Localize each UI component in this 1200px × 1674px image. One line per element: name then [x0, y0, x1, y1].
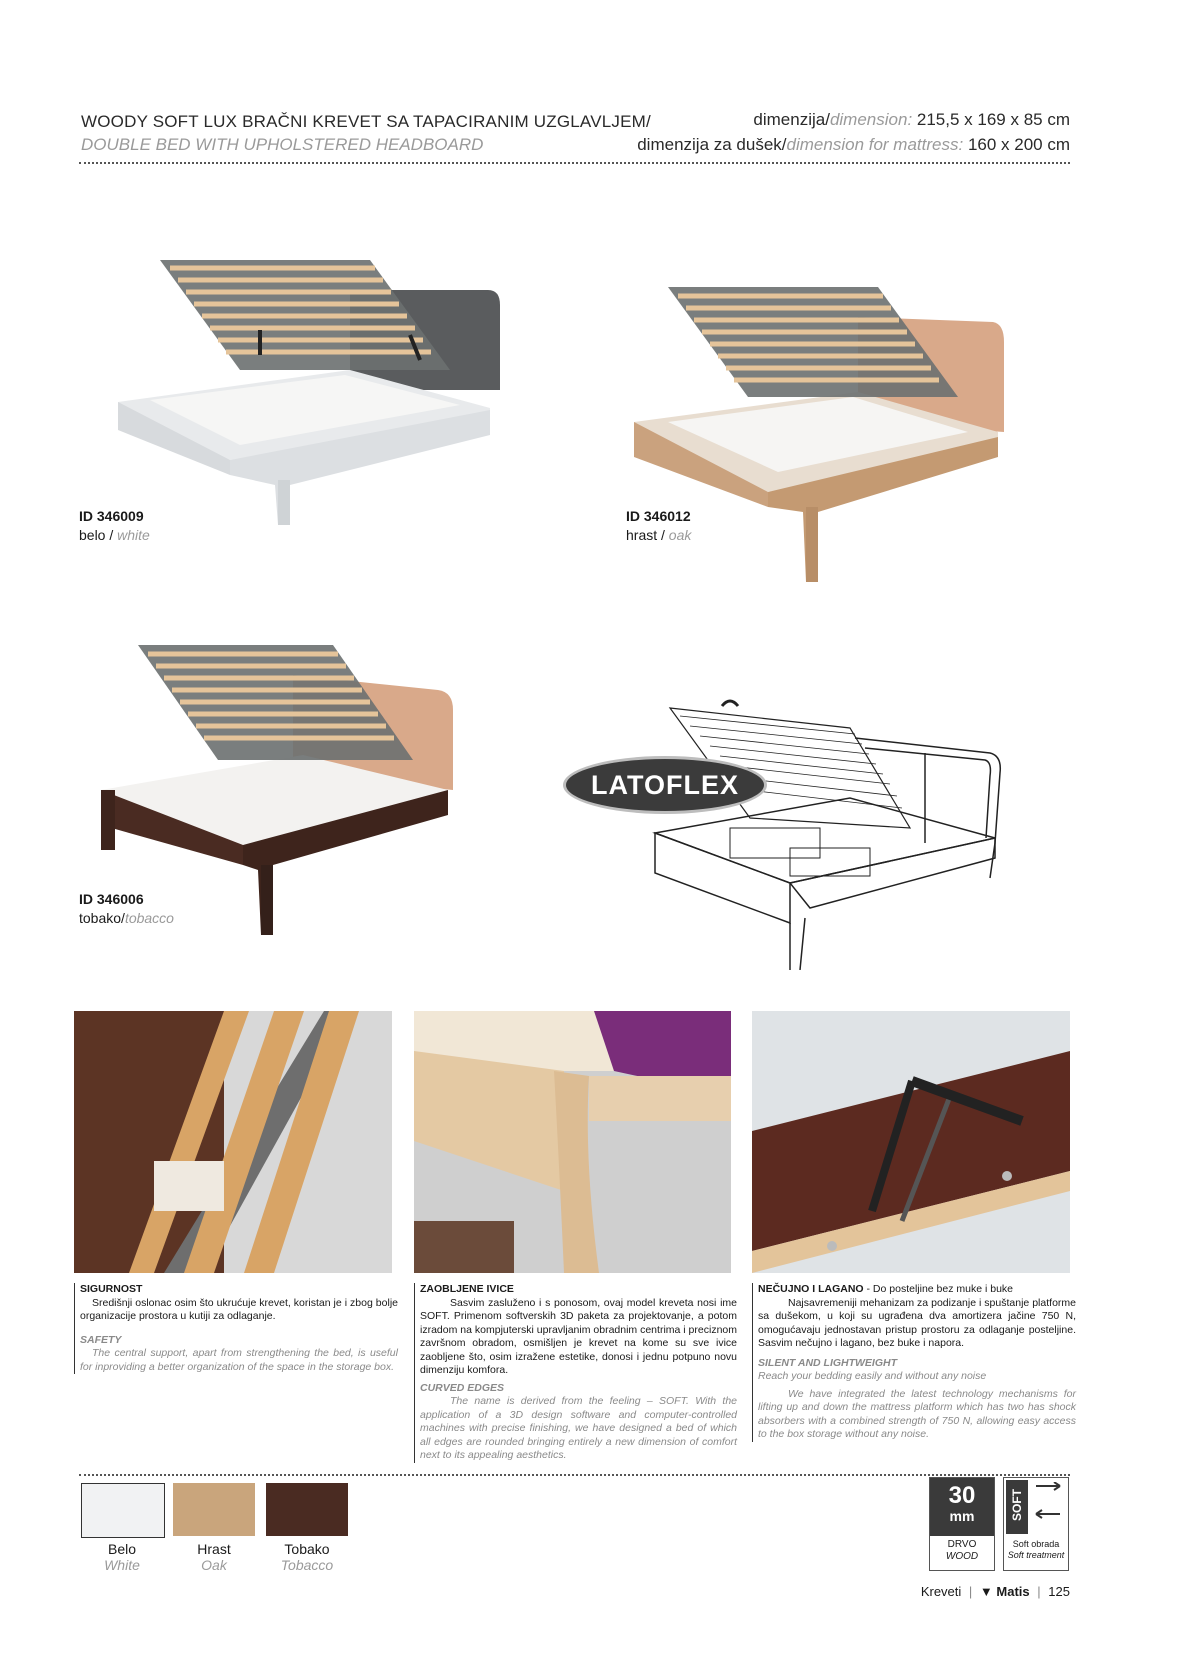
swatch-name-sr: Belo — [107, 1541, 137, 1557]
arrow-icon — [1032, 1482, 1064, 1532]
mattress-label-en: dimension for mattress: — [786, 135, 964, 154]
page-footer: Kreveti | ▼ Matis | 125 — [920, 1584, 1070, 1599]
swatch-name-en: Tobacco — [280, 1557, 334, 1573]
feature-body-sr: Središnji oslonac osim što ukrućuje krevet, koristan je i zbog bolje organizacije prostora u kutiji za odlaganje. — [80, 1296, 398, 1322]
photo-curved-edges — [414, 1011, 731, 1273]
soft-icon — [1004, 1478, 1068, 1536]
soft-label-en: Soft treatment — [1007, 1550, 1065, 1560]
feature-body-en: We have integrated the latest technology mechanisms for lifting up and down the mattress platform which has two has shock absorbers with a combined strength of 750 N, allowing easy access to the box storage without any noise. — [758, 1387, 1076, 1440]
swatch-white — [81, 1483, 165, 1538]
dimension-line — [753, 110, 1070, 130]
color-sr: hrast / — [626, 527, 669, 543]
thickness-label-sr: DRVO — [947, 1539, 977, 1550]
photo-center-support — [74, 1011, 392, 1273]
feature-title-en: SILENT AND LIGHTWEIGHT — [758, 1356, 898, 1369]
page-number: 125 — [1048, 1584, 1070, 1599]
product-color-tobacco — [79, 910, 174, 926]
color-en: oak — [668, 527, 692, 543]
feature-subtitle-en: Reach your bedding easily and without any noise — [758, 1370, 987, 1382]
bed-image-tobacco — [93, 640, 463, 940]
dimension-label-en: dimension: — [829, 110, 913, 129]
swatch-oak — [173, 1483, 255, 1536]
dimension-value: 215,5 x 169 x 85 cm — [912, 110, 1070, 129]
product-color-white — [79, 527, 150, 543]
feature-body-sr: Sasvim zasluženo i s ponosom, ovaj model kreveta nosi ime SOFT. Primenom softverskih 3D paketa za projektovanje, a potom izradom na kompjuterski upravljanim obradnim centrima i preciznom završnom obradom, osmišljen je krevet na kome su sve ivice zaobljene što, osim izražene estetike, donosi i jednu potpuno novu dimenziju komfora. — [420, 1296, 737, 1376]
swatch-name-en: White — [104, 1557, 140, 1573]
color-sr: belo / — [79, 527, 118, 543]
swatch-label-oak — [172, 1541, 256, 1573]
feature-silent — [752, 1283, 1076, 1442]
wood-thickness-badge — [929, 1477, 995, 1571]
brand-logo — [980, 1584, 1030, 1599]
soft-label: SOFT — [1010, 1489, 1024, 1521]
brand-mark-icon: ▼ — [979, 1584, 993, 1599]
latoflex-badge: LATOFLEX — [563, 756, 767, 814]
soft-treatment-badge — [1003, 1477, 1069, 1571]
brand-name: Matis — [996, 1584, 1030, 1599]
product-id-white: ID 346009 — [79, 508, 144, 524]
feature-title-en: CURVED EDGES — [420, 1381, 505, 1394]
feature-body-en: The central support, apart from strengthening the bed, is useful for inproviding a better organization of the space in the storage box. — [80, 1347, 398, 1373]
latoflex-diagram — [650, 698, 1010, 970]
header-divider — [79, 162, 1070, 164]
feature-body-en: The name is derived from the feeling – SOFT. With the application of a 3D design software and computer-controlled machines with precise finishing, we have designed a bed of which all edges are rounded bringing entirely a new dimension of comfort next to its appealing aesthetics. — [420, 1395, 737, 1461]
product-id-oak: ID 346012 — [626, 508, 691, 524]
mattress-label-sr: dimenzija za dušek/ — [637, 135, 787, 154]
swatch-tobacco — [266, 1483, 348, 1536]
swatch-name-en: Oak — [201, 1557, 227, 1573]
feature-title-en: SAFETY — [80, 1333, 122, 1346]
swatch-name-sr: Hrast — [197, 1541, 231, 1557]
feature-safety — [74, 1283, 398, 1374]
color-sr: tobako/ — [79, 910, 125, 926]
photo-lift-mechanism — [752, 1011, 1070, 1273]
feature-title-sr: NEČUJNO I LAGANO — [758, 1283, 864, 1295]
product-id-tobacco: ID 346006 — [79, 891, 144, 907]
feature-title-sr: ZAOBLJENE IVICE — [420, 1283, 514, 1295]
thickness-icon — [930, 1478, 994, 1536]
feature-title-sr: SIGURNOST — [80, 1283, 143, 1295]
dimension-label-sr: dimenzija/ — [753, 110, 830, 129]
swatch-label-tobacco — [265, 1541, 349, 1573]
thickness-unit: mm — [949, 1508, 975, 1524]
mattress-dimension-line — [637, 135, 1070, 155]
thickness-label-en: WOOD — [945, 1551, 979, 1562]
title-serbian: WOODY SOFT LUX BRAČNI KREVET SA TAPACIRANIM UZGLAVLJEM/ — [81, 112, 651, 131]
title-english: DOUBLE BED WITH UPHOLSTERED HEADBOARD — [81, 135, 484, 154]
footer-divider — [79, 1474, 1070, 1476]
feature-subtitle-sr: - Do posteljine bez muke i buke — [863, 1283, 1014, 1295]
color-en: tobacco — [124, 910, 174, 926]
product-color-oak — [626, 527, 691, 543]
feature-curved-edges — [414, 1283, 737, 1463]
bed-image-white — [110, 230, 500, 560]
swatch-label-white — [80, 1541, 164, 1573]
soft-label-sr: Soft obrada — [1012, 1539, 1060, 1549]
thickness-value: 30 — [948, 1482, 976, 1509]
mattress-value: 160 x 200 cm — [963, 135, 1070, 154]
footer-section: Kreveti — [920, 1584, 962, 1599]
feature-body-sr: Najsavremeniji mehanizam za podizanje i spuštanje platforme sa dušekom, u koji su ugrađena dva amortizera jačine 750 N, omogućavaju jednostavan pristup prostoru za odlaganje posteljine. Sasvim nečujno i lagano, bez buke i napora. — [758, 1296, 1076, 1349]
swatch-name-sr: Tobako — [284, 1541, 330, 1557]
color-en: white — [117, 527, 150, 543]
